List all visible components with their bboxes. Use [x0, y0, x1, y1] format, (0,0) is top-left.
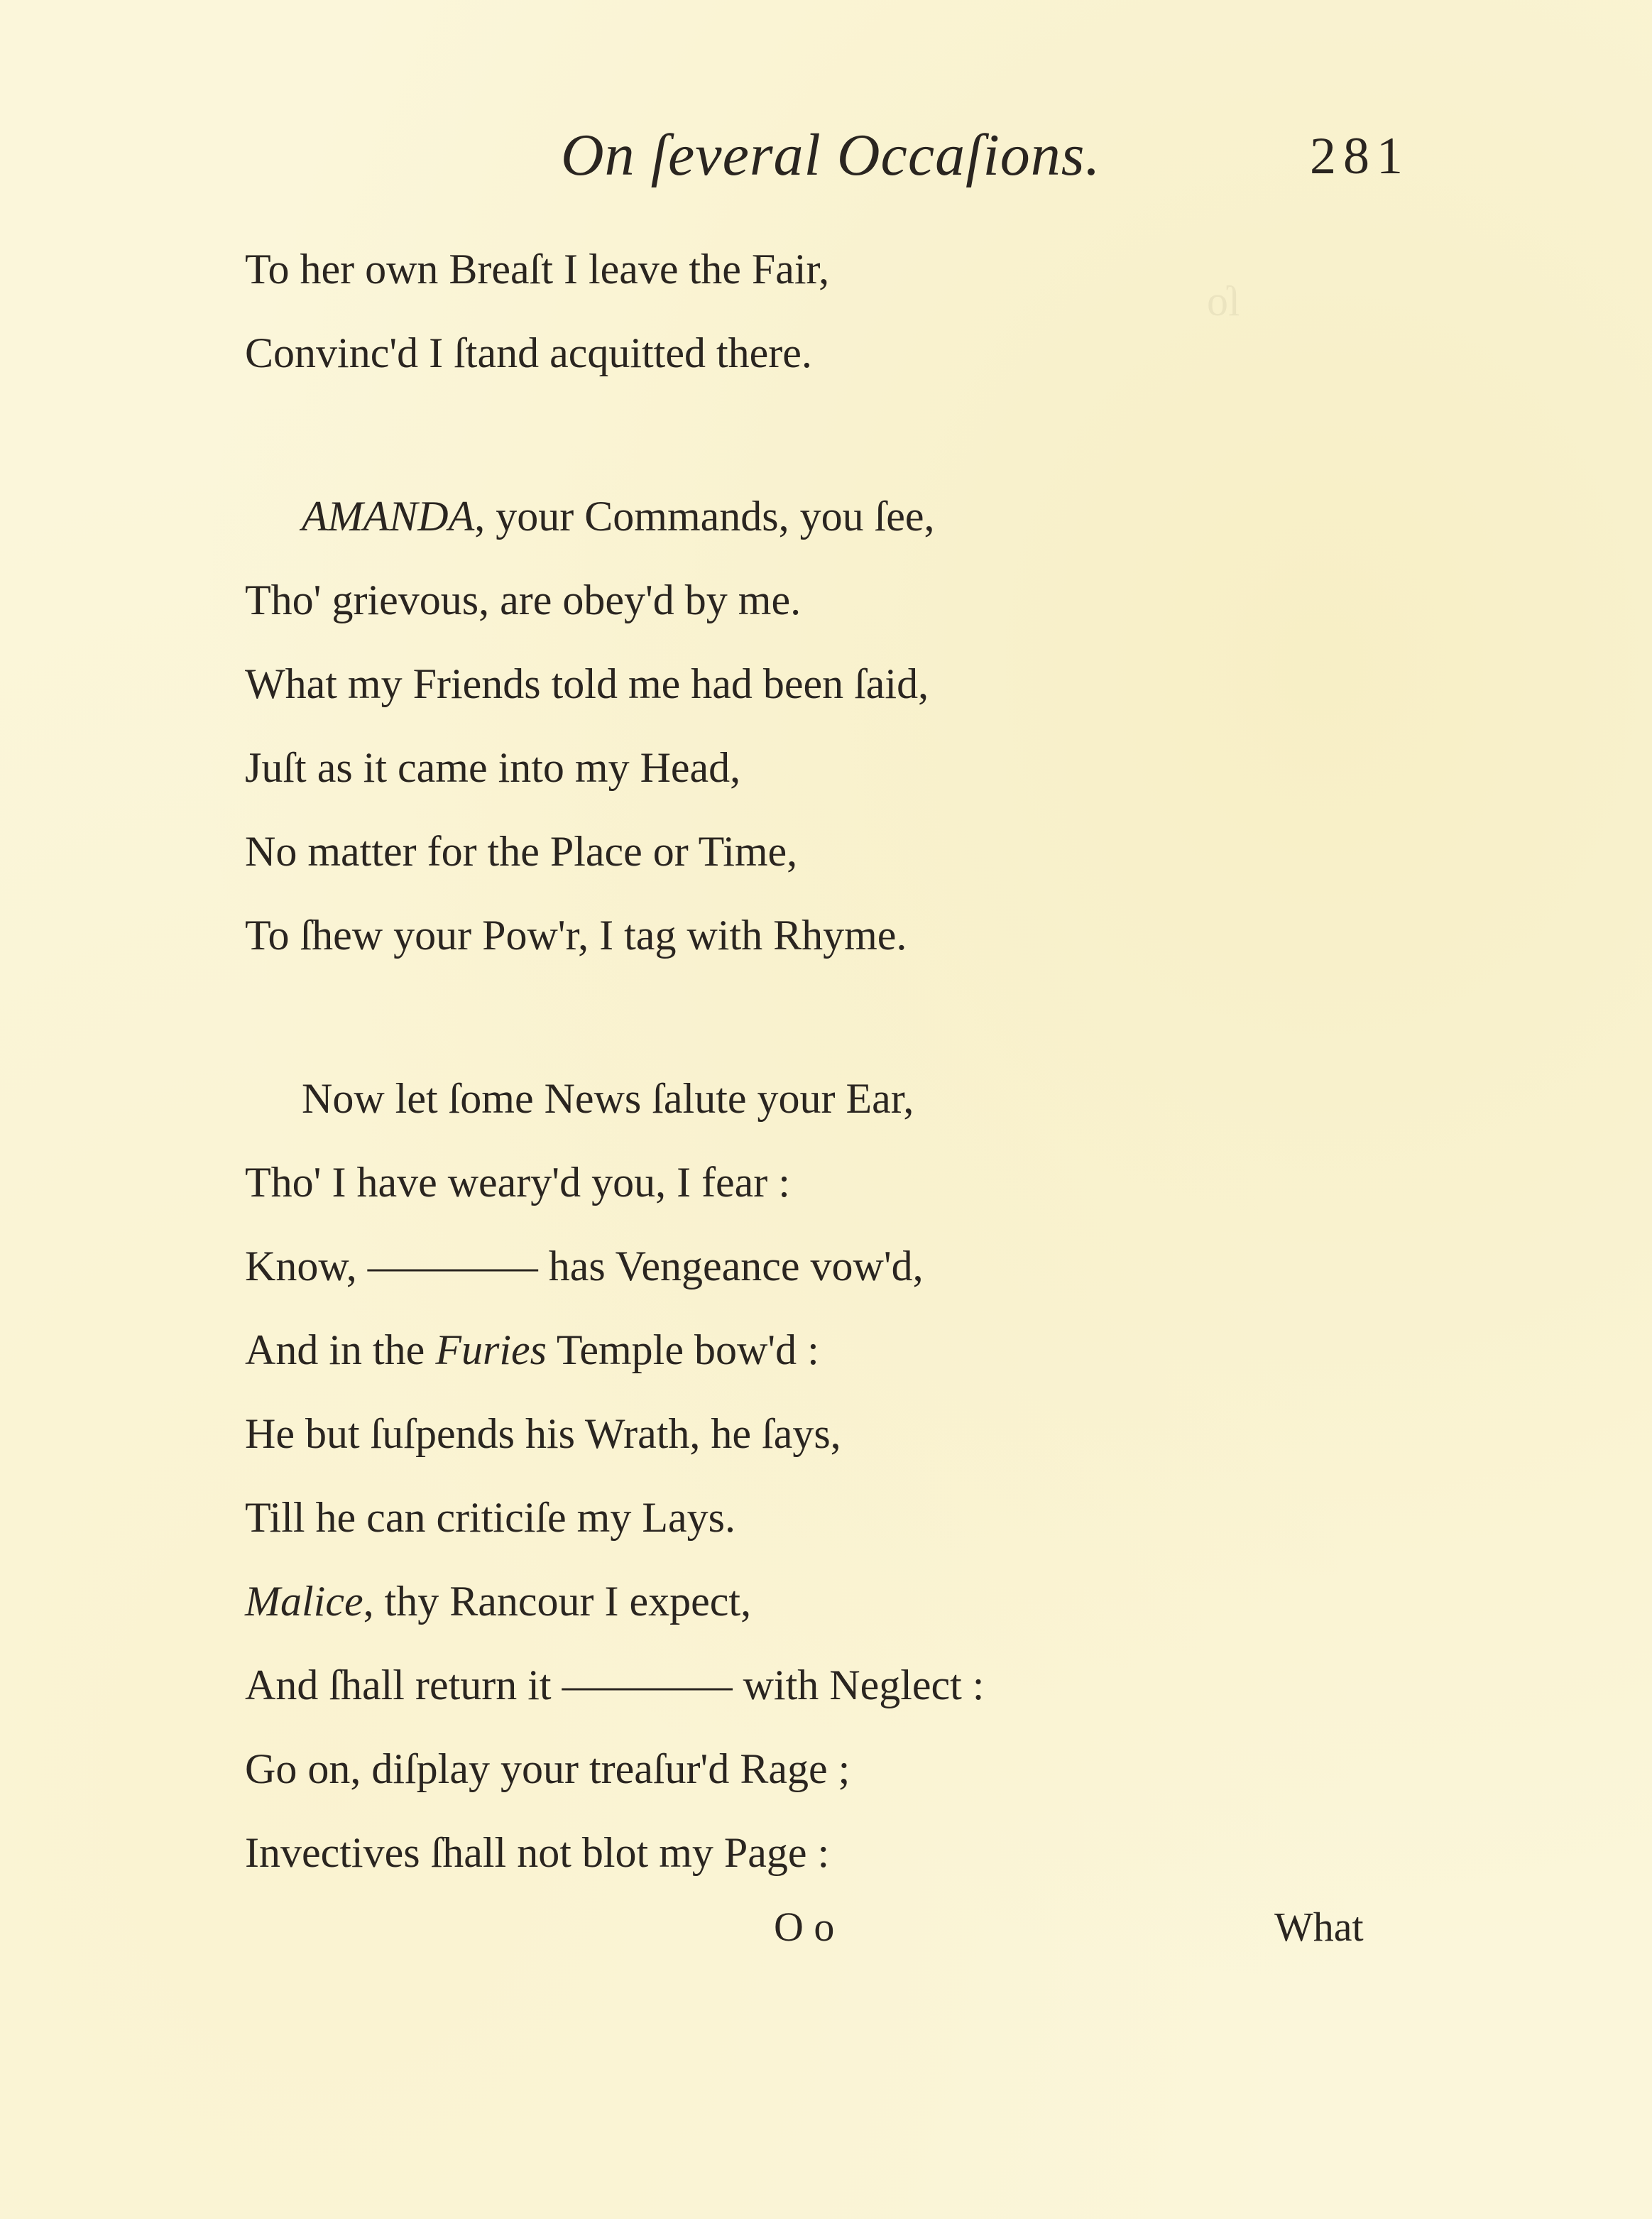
verse-line: And ſhall return it ———— with Neglect :: [245, 1662, 985, 1708]
verse-line: Till he can criticiſe my Lays.: [245, 1494, 735, 1541]
page-number: 281: [1310, 127, 1410, 185]
verse-line: AMANDA, your Commands, you ſee,: [302, 493, 935, 540]
verse-line: Now let ſome News ſalute your Ear,: [302, 1075, 914, 1122]
verse-line: To ſhew your Pow'r, I tag with Rhyme.: [245, 912, 907, 959]
verse-line: Convinc'd I ſtand acquitted there.: [245, 329, 812, 376]
catchword: What: [1274, 1904, 1364, 1950]
verse-line: Know, ———— has Vengeance vow'd,: [245, 1243, 924, 1290]
verse-line: Malice, thy Rancour I expect,: [245, 1578, 752, 1625]
show-through-text: ſo: [1207, 278, 1240, 325]
verse-line: No matter for the Place or Time,: [245, 828, 798, 875]
italic-word: Furies: [435, 1326, 547, 1373]
page-footer: [0, 1903, 1652, 1974]
verse-line: Tho' I have weary'd you, I fear :: [245, 1159, 790, 1206]
running-title: On ſeveral Occaſions.: [561, 122, 1101, 188]
verse-line: And in the Furies Temple bow'd :: [245, 1326, 819, 1373]
verse-line: Invectives ſhall not blot my Page :: [245, 1829, 830, 1876]
stanza-3: [245, 1057, 984, 1894]
verse-line: He but ſuſpends his Wrath, he ſays,: [245, 1410, 841, 1457]
verse-line: To her own Breaſt I leave the Fair,: [245, 246, 830, 293]
signature-mark: O o: [774, 1904, 835, 1950]
verse-line: What my Friends told me had been ſaid,: [245, 660, 929, 707]
running-head: [0, 107, 1652, 192]
stanza-1: [245, 227, 829, 395]
italic-word: Malice: [245, 1578, 363, 1625]
italic-word: AMANDA: [302, 493, 475, 540]
verse-line: Juſt as it came into my Head,: [245, 744, 741, 791]
stanza-2: [245, 474, 935, 977]
verse-line: Tho' grievous, are obey'd by me.: [245, 577, 802, 623]
verse-line: Go on, diſplay your treaſur'd Rage ;: [245, 1745, 850, 1792]
